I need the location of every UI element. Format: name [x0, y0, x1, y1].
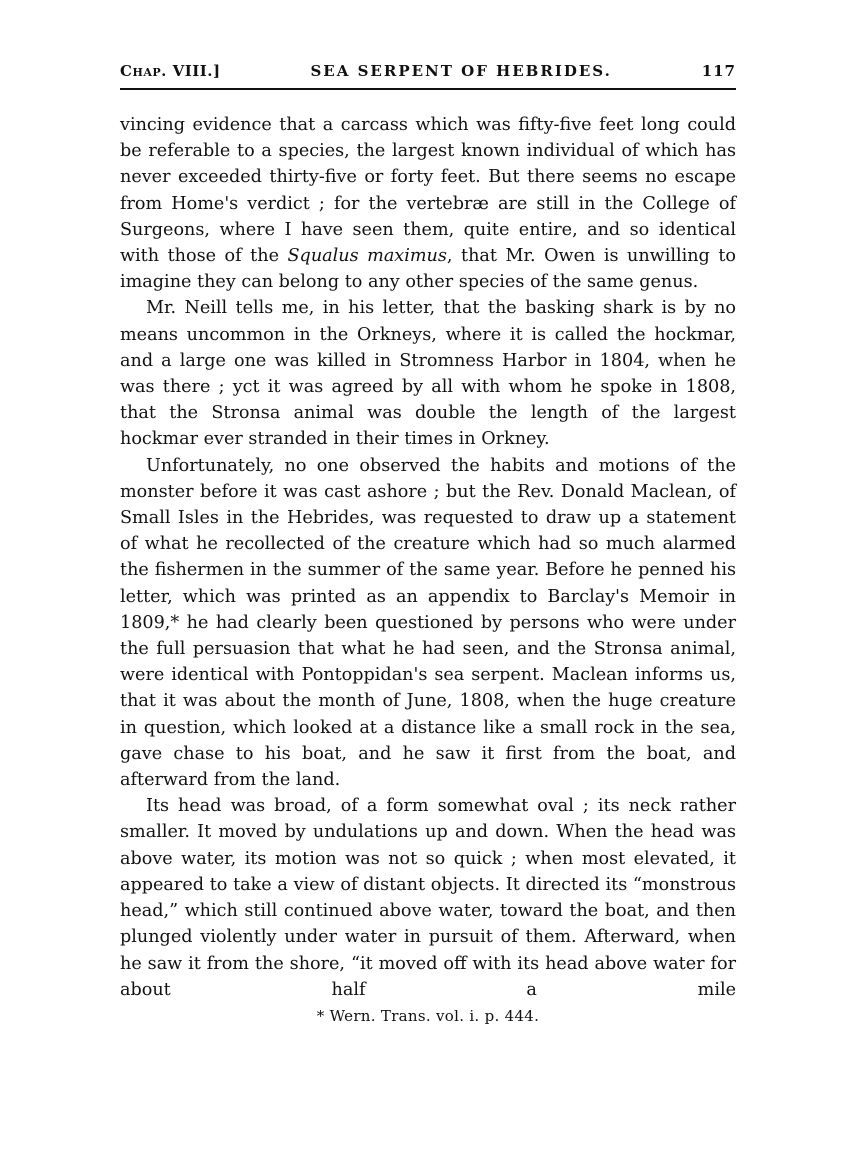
running-head: [120, 62, 736, 90]
paragraph-3: [120, 453, 736, 794]
paragraph-4-text: Its head was broad, of a form somewhat oval ; its neck rather smaller. It moved by undulations up and down. When the head was above water, its motion was not so quick ; when most elevated, it appeared to take a view of distant objects. It directed its “monstrous head,” which still continued above water, toward the boat, and then plunged violently under water in pursuit of them. Afterward, when he saw it from the shore, “it moved off with its head above water for about half a mile: [120, 796, 736, 1000]
paragraph-1: [120, 112, 736, 295]
footnote: * Wern. Trans. vol. i. p. 444.: [316, 1006, 540, 1025]
body-text: [120, 112, 736, 1003]
running-title: SEA SERPENT OF HEBRIDES.: [310, 62, 612, 80]
page-number: 117: [701, 62, 736, 80]
paragraph-1-part-2: , that Mr. Owen is unwilling to imagine they can belong to any other species of the same genus.: [120, 246, 736, 293]
paragraph-2: [120, 295, 736, 452]
book-page: [120, 62, 736, 1025]
paragraph-1-part-1: vincing evidence that a carcass which was fifty-five feet long could be referable to a species, the largest known individual of which has never exceeded thirty-five or forty feet. But there seems no escape from Home's verdict ; for the vertebræ are still in the College of Surgeons, where I have seen them, quite entire, and so identical with those of the: [120, 115, 736, 267]
paragraph-2-text: Mr. Neill tells me, in his letter, that the basking shark is by no means uncommon in the Orkneys, where it is called the hockmar, and a large one was killed in Stromness Harbor in 1804, when he was there ; yct it was agreed by all with whom he spoke in 1808, that the Stronsa animal was double the length of the largest hockmar ever stranded in their times in Orkney.: [120, 298, 736, 450]
chapter-label: Chap. VIII.]: [120, 62, 221, 80]
species-name: Squalus maximus: [287, 246, 447, 267]
paragraph-3-text: Unfortunately, no one observed the habits and motions of the monster before it was cast ashore ; but the Rev. Donald Maclean, of Small Isles in the Hebrides, was requested to draw up a statement of what he recollected of the creature which had so much alarmed the fishermen in the summer of the same year. Before he penned his letter, which was printed as an appendix to Barclay's Memoir in 1809,* he had clearly been questioned by persons who were under the full persuasion that what he had seen, and the Stronsa animal, were identical with Pontoppidan's sea serpent. Maclean informs us, that it was about the month of June, 1808, when the huge creature in question, which looked at a distance like a small rock in the sea, gave chase to his boat, and he saw it first from the boat, and afterward from the land.: [120, 455, 736, 791]
paragraph-4: [120, 793, 736, 1003]
